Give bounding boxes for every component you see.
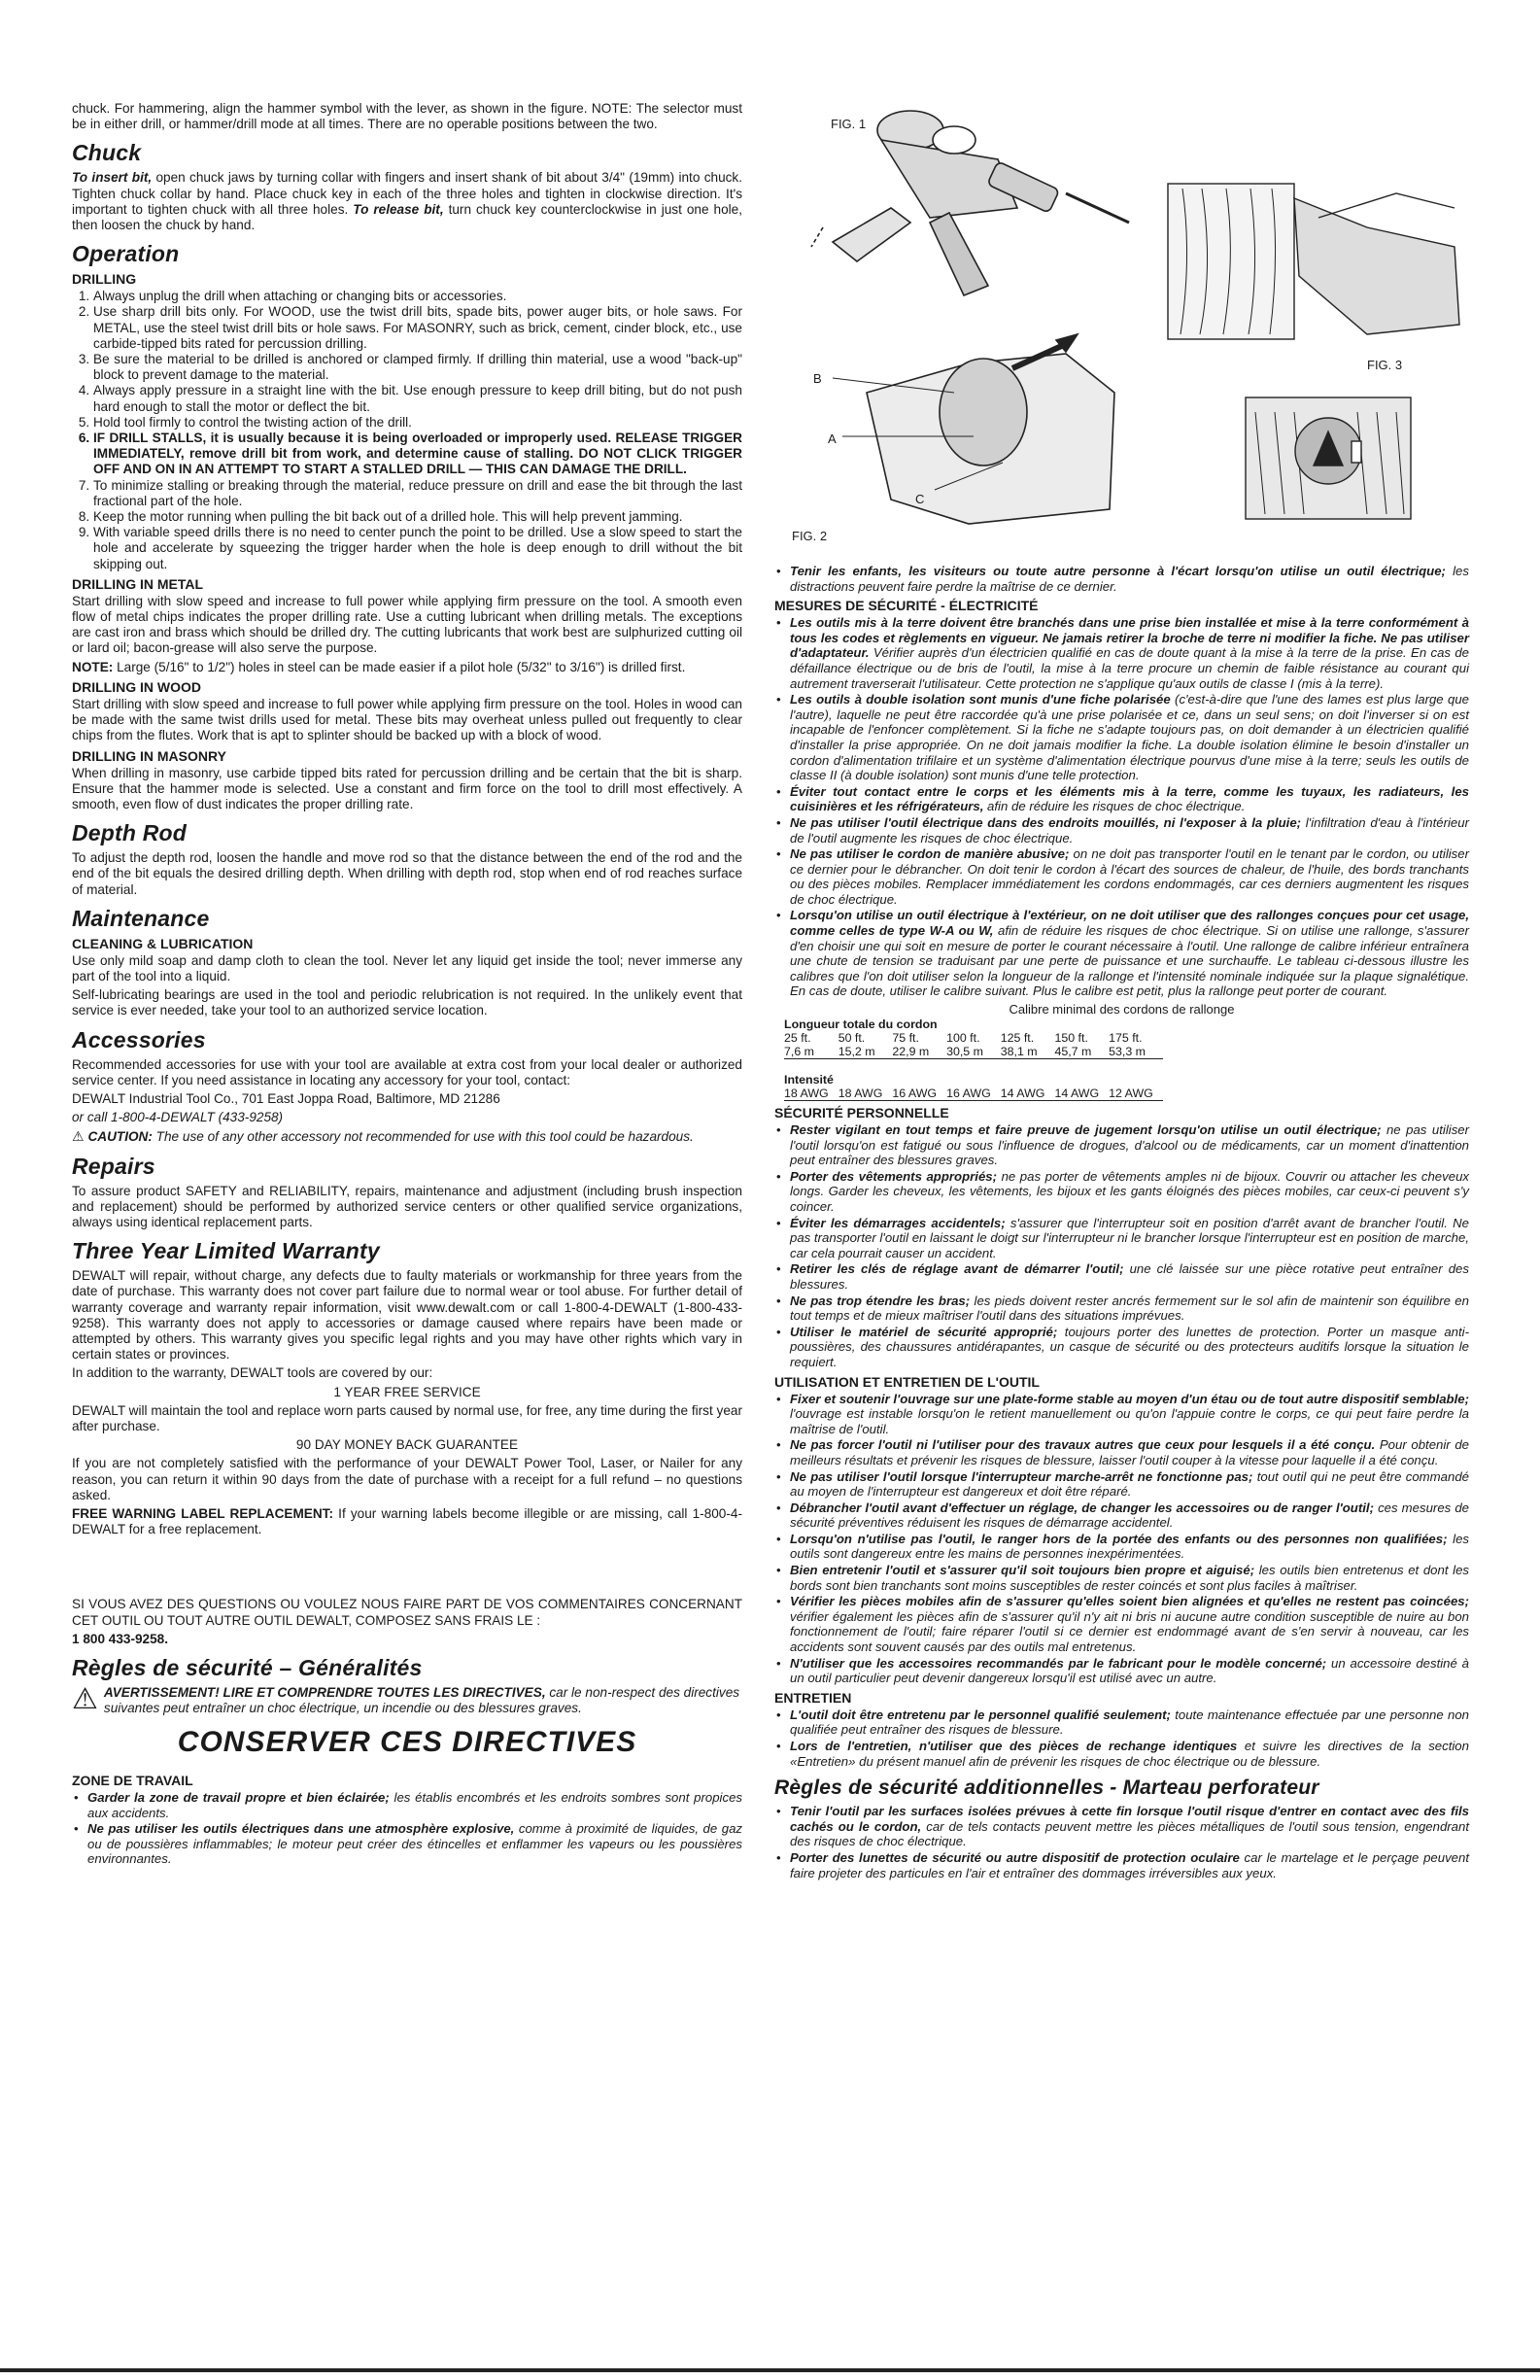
entretien-list: [774, 1707, 1469, 1769]
list-item: • Lorsqu'on utilise un outil électrique à l'extérieur, on ne doit utiliser que des rallonges conçues pour cet usage, comme celles de type W-A ou W, afin de réduire les risques de choc électrique. Si on utilise une rallonge, s'assurer d'en choisir une qui soit en mesure de porter le courant nécessaire à l'outil. Une rallonge de calibre inférieur entraînera une chute de tension se traduisant par une perte de puissance et une surchauffe. Le tableau ci-dessous illustre les calibres que l'on doit utiliser selon la longueur de la rallonge et l'intensité nominale indiquée sur la plaque signalétique. En cas de doute, utiliser le calibre suivant. Plus le calibre est petit, plus la rallonge peut porter de courant.: [790, 908, 1469, 999]
list-item: • Porter des lunettes de sécurité ou autre dispositif de protection oculaire car le martelage et le perçage peuvent faire projeter des particules en l'air et entraîner des dommages irréversibles aux yeux.: [790, 1850, 1469, 1880]
table-row: [784, 1045, 1163, 1059]
util-label: UTILISATION ET ENTRETIEN DE L'OUTIL: [774, 1373, 1040, 1390]
table-cell: 16 AWG: [892, 1087, 946, 1101]
table-cell: 16 AWG: [946, 1087, 1001, 1101]
table-cell: 25 ft.: [784, 1031, 811, 1046]
masonry-label: DRILLING IN MASONRY: [72, 747, 226, 764]
maintenance-heading: Maintenance: [72, 905, 210, 931]
table-cell: 30,5 m: [946, 1045, 1001, 1059]
fig2-selector-drawing: [833, 334, 1114, 524]
list-item: • Éviter les démarrages accidentels; s'assurer que l'interrupteur soit en position d'arrêt avant de brancher l'outil. Ne pas transporter l'outil en laissant le doigt sur l'interrupteur ni le brancher lorsque l'interrupteur est en position de marche, car cela pourrait causer un accident.: [790, 1216, 1469, 1261]
bottom-rule: [0, 2368, 1540, 2372]
list-item: • Éviter tout contact entre le corps et les éléments mis à la terre, comme les tuyaux, les radiateurs, les cuisinières et les réfrigérateurs, afin de réduire les risques de choc électrique.: [790, 784, 1469, 814]
step-item: 3. Be sure the material to be drilled is anchored or clamped firmly. If drilling thin material, use a wood "back-up" block to prevent damage to the material.: [93, 352, 742, 383]
accessories-address: DEWALT Industrial Tool Co., 701 East Joppa Road, Baltimore, MD 21286: [72, 1090, 500, 1106]
table-cell: 22,9 m: [892, 1045, 946, 1059]
list-item: • Lorsqu'on n'utilise pas l'outil, le ranger hors de la portée des enfants ou des personnes non qualifiées; les outils sont dangereux entre les mains de personnes inexpérimentées.: [790, 1532, 1469, 1562]
french-phone: 1 800 433-9258.: [72, 1631, 169, 1646]
table-cell: 12 AWG: [1109, 1087, 1163, 1101]
callout-c: C: [915, 492, 925, 506]
step-item: 1. Always unplug the drill when attaching or changing bits or accessories.: [93, 289, 742, 304]
list-item: • Les outils à double isolation sont munis d'une fiche polarisée (c'est-à-dire que l'une des lames est plus large que l'autre), laquelle ne peut être raccordée qu'à une prise polarisée et ce, dans un seul sens; on doit l'inverser si on est incapable de l'enfoncer complètement. Si la fiche ne s'adapte toujours pas, on doit demander à un électricien qualifié d'installer la prise appropriée. On ne doit jamais modifier la fiche. La double isolation élimine le besoin d'installer un cordon d'alimentation trifilaire et un système d'alimentation électrique pourvus d'une mise à la terre; seuls les outils de classe II (à double isolation) sont munis d'une telle protection.: [790, 692, 1469, 783]
label-replacement: FREE WARNING LABEL REPLACEMENT: If your warning labels become illegible or are missing, call 1-800-4-DEWALT for a free replacement.: [72, 1506, 742, 1537]
chuck-heading: Chuck: [72, 140, 142, 166]
table-cell: 14 AWG: [1054, 1087, 1109, 1101]
table-cell: 175 ft.: [1109, 1031, 1143, 1046]
fig2-label: FIG. 2: [792, 529, 828, 543]
zone-list: [72, 1790, 742, 1867]
step-item: 7. To minimize stalling or breaking through the material, reduce pressure on drill and ease the bit through the last fractional part of the hole.: [93, 478, 742, 509]
masonry-paragraph: When drilling in masonry, use carbide tipped bits rated for percussion drilling and be certain that the bit is sharp. Ensure that the hammer mode is selected. Use a constant and firm force on the tool to drill most effectively. A smooth, even flow of dust indicates the proper drilling rate.: [72, 765, 742, 811]
fig1-label: FIG. 1: [831, 117, 867, 131]
table-cell: 14 AWG: [1001, 1087, 1055, 1101]
warning-triangle-icon: ⚠: [72, 1128, 88, 1145]
table-cell: 50 ft.: [838, 1031, 866, 1046]
regles-heading: Règles de sécurité – Généralités: [72, 1655, 423, 1681]
money-back-paragraph: If you are not completely satisfied with the performance of your DEWALT Power Tool, Laser, or Nailer for any reason, you can return it within 90 days from the date of purchase with a receipt for a full refund – no questions asked.: [72, 1456, 742, 1502]
list-item: • Ne pas utiliser le cordon de manière abusive; on ne doit pas transporter l'outil en le tenant par le cordon, ou utiliser ce dernier pour le débrancher. On doit tenir le cordon à l'écart des sources de chaleur, de l'huile, des bords tranchants ou des pièces mobiles. Remplacer immédiatement les cordons endommagés, car ces derniers augmentent les risques de choc électrique.: [790, 846, 1469, 907]
cleaning-paragraph: Use only mild soap and damp cloth to clean the tool. Never let any liquid get inside the tool; never immerse any part of the tool into a liquid.: [72, 952, 742, 983]
figures-area: [774, 101, 1469, 558]
list-item: • Porter des vêtements appropriés; ne pas porter de vêtements amples ni de bijoux. Couvrir ou attacher les cheveux longs. Garder les cheveux, les vêtements, les bijoux et les gants éloignés des pièces mobiles, car ceux-ci peuvent s'y coincer.: [790, 1169, 1469, 1215]
table-cell: 75 ft.: [892, 1031, 919, 1046]
table-cell: 18 AWG: [838, 1087, 893, 1101]
metal-label: DRILLING IN METAL: [72, 575, 204, 592]
fig3-mode-selector-drawing: [1246, 397, 1411, 519]
conserver-title: CONSERVER CES DIRECTIVES: [177, 1726, 637, 1759]
accessories-phone: or call 1-800-4-DEWALT (433-9258): [72, 1110, 284, 1125]
step-item: 5. Hold tool firmly to control the twisting action of the drill.: [93, 415, 742, 431]
warranty-paragraph: DEWALT will repair, without charge, any defects due to faulty materials or workmanship for three years from the date of purchase. This warranty does not cover part failure due to normal wear or tool abuse. For further detail of warranty coverage and warranty repair information, visit www.dewalt.com or call 1-800-4-DEWALT (1-800-433-9258). This warranty does not apply to accessories or damage caused where repairs have been made or attempted by others. This warranty gives you specific legal rights and you may have other rights which vary in certain states or provinces.: [72, 1268, 742, 1362]
table-cell: 100 ft.: [946, 1031, 980, 1046]
french-column: [774, 101, 1469, 1883]
repairs-heading: Repairs: [72, 1153, 155, 1179]
list-item: • Tenir les enfants, les visiteurs ou toute autre personne à l'écart lorsqu'on utilise un outil électrique; les distractions peuvent faire perdre la maîtrise de ce dernier.: [790, 564, 1469, 594]
step-item: 2. Use sharp drill bits only. For WOOD, use the twist drill bits, spade bits, power auger bits, or hole saws. For METAL, use the steel twist drill bits or hole saws. For MASONRY, such as brick, cement, cinder block, etc., use carbide-tipped bits rated for percussion drilling.: [93, 304, 742, 352]
table-cell: 45,7 m: [1054, 1045, 1109, 1059]
table-cell: 150 ft.: [1054, 1031, 1088, 1046]
table-cell: 53,3 m: [1109, 1045, 1163, 1059]
lubrication-paragraph: Self-lubricating bearings are used in the tool and periodic relubrication is not required. In the unlikely event that service is ever needed, take your tool to an authorized service location.: [72, 987, 742, 1018]
list-item: • Rester vigilant en tout temps et faire preuve de jugement lorsqu'on utilise un outil électrique; ne pas utiliser l'outil lorsqu'on est fatigué ou sous l'influence de drogues, d'alcool ou de médicaments, car un moment d'inattention peut entraîner des blessures graves.: [790, 1122, 1469, 1168]
chuck-paragraph: To insert bit, open chuck jaws by turning collar with fingers and insert shank of bit about 3/4" (19mm) into chuck. Tighten chuck collar by hand. Place chuck key in each of the three holes and tighten in clockwise direction. It's important to tighten chuck with all three holes. To release bit, turn chuck key counterclockwise in just one hole, then loosen the chuck by hand.: [72, 170, 742, 233]
wood-label: DRILLING IN WOOD: [72, 678, 201, 695]
table-cell: 15,2 m: [838, 1045, 893, 1059]
list-item: • Utiliser le matériel de sécurité approprié; toujours porter des lunettes de protection. Porter un masque anti-poussières, des chaussures antidérapantes, un casque de sécurité ou des protecteurs auditifs lorsque la situation le requiert.: [790, 1325, 1469, 1370]
fig1-drill-drawing: [811, 111, 1129, 295]
list-item: • Les outils mis à la terre doivent être branchés dans une prise bien installée et mise à la terre conformément à tous les codes et règlements en vigueur. Ne jamais retirer la broche de terre ni modifier la fiche. Ne pas utiliser d'adaptateur. Vérifier auprès d'un électricien qualifié en cas de doute quant à la mise à la terre de la prise. En cas de défaillance électrique ou de bris de l'outil, la mise à la terre procure un chemin de faible résistance au courant qui autrement traverserait l'utilisateur. Cette protection ne s'applique qu'aux outils de classe I (mis à la terre).: [790, 615, 1469, 691]
french-contact: SI VOUS AVEZ DES QUESTIONS OU VOULEZ NOUS FAIRE PART DE VOS COMMENTAIRES CONCERNANT CET OUTIL OU TOUT AUTRE OUTIL DEWALT, COMPOSEZ SANS FRAIS LE :: [72, 1597, 742, 1628]
accessories-heading: Accessories: [72, 1026, 206, 1052]
caution-paragraph: ⚠ CAUTION: The use of any other accessory not recommended for use with this tool could be hazardous.: [72, 1128, 694, 1145]
list-item: • Bien entretenir l'outil et s'assurer qu'il soit toujours bien propre et aiguisé; les outils bien entretenus et dont les bords sont bien tranchants sont moins susceptibles de rester coincés et sont plus faciles à maîtriser.: [790, 1563, 1469, 1593]
cleaning-label: CLEANING & LUBRICATION: [72, 935, 254, 951]
zone-label: ZONE DE TRAVAIL: [72, 1773, 193, 1789]
step-item: 9. With variable speed drills there is no need to center punch the point to be drilled. Use a slow speed to start the hole and accelerate by squeezing the trigger harder when the hole is deep enough to drill without the bit skipping out.: [93, 525, 742, 572]
wood-block-drawing: [1168, 184, 1459, 339]
elec-label: MESURES DE SÉCURITÉ - ÉLECTRICITÉ: [774, 598, 1039, 614]
intro-paragraph: chuck. For hammering, align the hammer symbol with the lever, as shown in the figure. NOTE: The selector must be in either drill, or hammer/drill mode at all times. There are no operable positions between the two.: [72, 101, 742, 132]
top-list: [774, 564, 1469, 594]
entretien-label: ENTRETIEN: [774, 1689, 852, 1706]
warranty-heading: Three Year Limited Warranty: [72, 1238, 380, 1264]
list-item: • Fixer et soutenir l'ouvrage sur une plate-forme stable au moyen d'un étau ou de tout autre dispositif semblable; l'ouvrage est instable lorsqu'on le retient manuellement ou qu'on l'appuie contre le corps, ce qui peut faire perdre la maîtrise de l'outil.: [790, 1392, 1469, 1437]
list-item: • Lors de l'entretien, n'utiliser que des pièces de rechange identiques et suivre les directives de la section «Entretien» du présent manuel afin de prévenir les risques de choc électrique ou de blessure.: [790, 1739, 1469, 1769]
metal-note: NOTE: Large (5/16" to 1/2") holes in steel can be made easier if a pilot hole (5/32" to 3/16") is drilled first.: [72, 659, 686, 674]
marteau-list: [774, 1804, 1469, 1880]
drilling-label: DRILLING: [72, 271, 137, 288]
list-item: • Débrancher l'outil avant d'effectuer un réglage, de changer les accessoires ou de ranger l'outil; ces mesures de sécurité préventives réduisent les risques de démarrage accidentel.: [790, 1500, 1469, 1531]
table-cell: 125 ft.: [1000, 1031, 1035, 1046]
table-row: [784, 1031, 1163, 1045]
list-item: • Ne pas utiliser les outils électriques dans une atmosphère explosive, comme à proximité de liquides, de gaz ou de poussières inflammables; le moteur peut créer des étincelles et enflammer les vapeurs ou les poussières environnantes.: [87, 1821, 742, 1867]
drilling-steps: [72, 289, 742, 572]
accessories-paragraph: Recommended accessories for use with your tool are available at extra cost from your local dealer or authorized service center. If you need assistance in locating any accessory for your tool, contact:: [72, 1056, 742, 1087]
list-item: • Ne pas trop étendre les bras; les pieds doivent rester ancrés fermement sur le sol afin de maintenir son équilibre en tout temps et de mieux maîtriser l'outil dans des situations imprévues.: [790, 1293, 1469, 1324]
cord-gauge-table: [784, 1018, 1163, 1101]
table-cell: 7,6 m: [784, 1045, 838, 1059]
callout-a: A: [828, 431, 837, 446]
perso-label: SÉCURITÉ PERSONNELLE: [774, 1105, 949, 1121]
cord-intensity-label: Intensité: [784, 1073, 834, 1087]
cord-table-caption: Calibre minimal des cordons de rallonge: [1009, 1002, 1235, 1018]
list-item: • N'utiliser que les accessoires recommandés par le fabricant pour le modèle concerné; un accessoire destiné à un outil particulier peut devenir dangereux lorsqu'il est utilisé avec un autre.: [790, 1656, 1469, 1686]
list-item: • L'outil doit être entretenu par le personnel qualifié seulement; toute maintenance effectuée par une personne non qualifiée peut entraîner des risques de blessure.: [790, 1707, 1469, 1738]
table-row: [784, 1087, 1163, 1101]
free-service-paragraph: DEWALT will maintain the tool and replace worn parts caused by normal use, for free, any time during the first year after purchase.: [72, 1402, 742, 1433]
fig3-label: FIG. 3: [1367, 358, 1403, 372]
callout-b: B: [813, 371, 822, 386]
depth-rod-paragraph: To adjust the depth rod, loosen the handle and move rod so that the distance between the end of the rod and the end of the bit equals the desired drilling depth. When drilling with depth rod, stop when end of rod reaches surface of material.: [72, 850, 742, 897]
list-item: • Ne pas forcer l'outil ni l'utiliser pour des travaux autres que ceux pour lesquels il a été conçu. Pour obtenir de meilleurs résultats et prévenir les risques de blessure, laisser l'outil couper à la vitesse pour laquelle il a été conçu.: [790, 1437, 1469, 1467]
elec-list: [774, 615, 1469, 999]
list-item: • Retirer les clés de réglage avant de démarrer l'outil; une clé laissée sur une pièce rotative peut entraîner des blessures.: [790, 1261, 1469, 1292]
money-back-title: 90 DAY MONEY BACK GUARANTEE: [295, 1437, 519, 1453]
util-list: [774, 1392, 1469, 1686]
english-column: [72, 101, 742, 1870]
warning-triangle-icon: ⚠: [72, 1683, 98, 1716]
depth-rod-heading: Depth Rod: [72, 820, 188, 846]
repairs-paragraph: To assure product SAFETY and RELIABILITY, repairs, maintenance and adjustment (including brush inspection and replacement) should be performed by authorized service centers or other qualified service organizations, always using identical replacement parts.: [72, 1183, 742, 1229]
perso-list: [774, 1122, 1469, 1370]
list-item: • Garder la zone de travail propre et bien éclairée; les établis encombrés et les endroits sombres sont propices aux accidents.: [87, 1790, 742, 1820]
free-service-title: 1 YEAR FREE SERVICE: [333, 1384, 481, 1399]
avertissement-block: ⚠ AVERTISSEMENT! LIRE ET COMPRENDRE TOUTES LES DIRECTIVES, car le non-respect des directives suivantes peut entraîner un choc électrique, un incendie ou des blessures graves.: [72, 1683, 740, 1716]
metal-paragraph: Start drilling with slow speed and increase to full power while applying firm pressure on the tool. A smooth even flow of metal chips indicates the proper drilling rate. Use a cutting lubricant when drilling metals. The exceptions are cast iron and brass which should be drilled dry. The cutting lubricants that work best are sulphurized cutting oil or lard oil; bacon-grease will also serve the purpose.: [72, 593, 742, 656]
table-cell: 38,1 m: [1001, 1045, 1055, 1059]
list-item: • Tenir l'outil par les surfaces isolées prévues à cette fin lorsque l'outil risque d'entrer en contact avec des fils cachés ou le cordon, car de tels contacts peuvent mettre les pièces métalliques de l'outil sous tension, engendrant des risques de choc électrique.: [790, 1804, 1469, 1849]
list-item: • Vérifier les pièces mobiles afin de s'assurer qu'elles soient bien alignées et qu'elles ne restent pas coincées; vérifier également les pièces afin de s'assurer qu'il n'y ait ni bris ni aucune autre condition susceptible de nuire au bon fonctionnement de l'outil; faire réparer l'outil si ce dernier est endommagé avant de s'en servir à nouveau, car les accidents sont souvent causés par des outils mal entretenus.: [790, 1594, 1469, 1654]
list-item: • Ne pas utiliser l'outil électrique dans des endroits mouillés, ni l'exposer à la pluie; l'infiltration d'eau à l'intérieur de l'outil augmente les risques de choc électrique.: [790, 815, 1469, 845]
warranty-addition: In addition to the warranty, DEWALT tools are covered by our:: [72, 1365, 433, 1381]
step-item: 6. IF DRILL STALLS, it is usually because it is being overloaded or improperly used. RELEASE TRIGGER IMMEDIATELY, remove drill bit from work, and determine cause of stalling. DO NOT CLICK TRIGGER OFF AND ON IN AN ATTEMPT TO START A STALLED DRILL — THIS CAN DAMAGE THE DRILL.: [93, 431, 742, 478]
wood-paragraph: Start drilling with slow speed and increase to full power while applying firm pressure on the tool. Holes in wood can be made with the same twist drills used for metal. These bits may overheat unless pulled out frequently to clear chips from the flutes. Work that is apt to splinter should be backed up with a block of wood.: [72, 696, 742, 743]
step-item: 8. Keep the motor running when pulling the bit back out of a drilled hole. This will help prevent jamming.: [93, 509, 742, 525]
marteau-heading: Règles de sécurité additionnelles - Marteau perforateur: [774, 1776, 1319, 1800]
step-item: 4. Always apply pressure in a straight line with the bit. Use enough pressure to keep drill biting, but do not push hard enough to stall the motor or deflect the bit.: [93, 383, 742, 414]
table-cell: 18 AWG: [784, 1087, 838, 1101]
cord-length-label: Longueur totale du cordon: [784, 1018, 938, 1032]
operation-heading: Operation: [72, 241, 180, 267]
list-item: • Ne pas utiliser l'outil lorsque l'interrupteur marche-arrêt ne fonctionne pas; tout outil qui ne peut être commandé au moyen de l'interrupteur est dangereux et doit être réparé.: [790, 1469, 1469, 1500]
drill-illustration: [774, 101, 1469, 558]
